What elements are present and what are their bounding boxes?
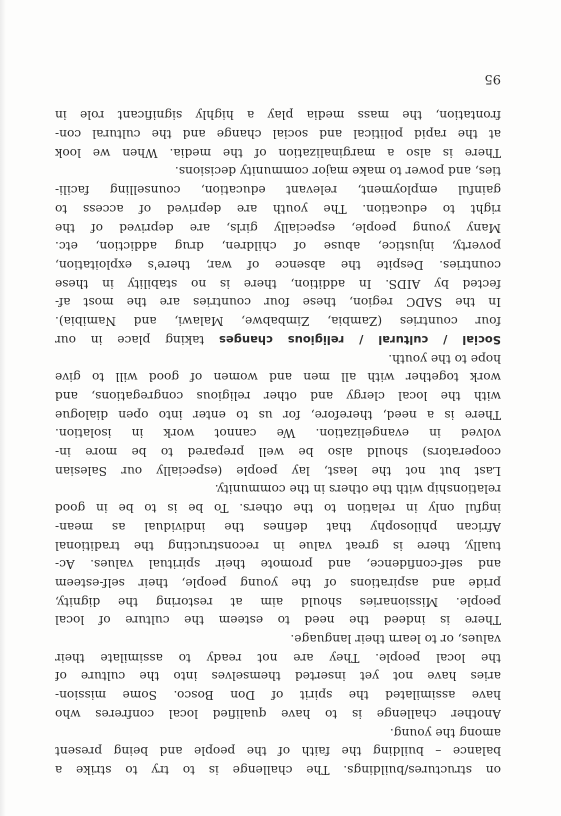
text-line: frontation, the mass media play a highly significant role in [55, 108, 501, 123]
text-line: countries. Despite the absence of war, there's exploitation, [55, 258, 501, 273]
section-heading-rest: taking place in our [55, 332, 220, 347]
text-line: ingful only in relation to the others. To be is to be in good [55, 501, 501, 516]
text-line: four countries (Zambia, Zimbabwe, Malawi, and Namibia). [55, 314, 501, 329]
text-line: aries have not yet inserted themselves into the culture of [55, 669, 501, 684]
text-line: among the young. [389, 725, 501, 740]
text-line: relationship with the others in the community. [214, 482, 501, 497]
text-line: people. Missionaries should aim at restoring the dignity, [55, 594, 501, 609]
body-text [55, 106, 501, 779]
text-line: There is a need, therefore, for us to enter into open dialogue [55, 407, 501, 422]
text-line: have assimilated the spirit of Don Bosco. Some mission- [55, 688, 501, 703]
text-line: and self-confidence, and promote their spiritual values. Ac- [55, 557, 501, 572]
section-heading: Social / cultural / religious changes [219, 332, 501, 347]
text-line: values, or to learn their language. [290, 632, 501, 647]
text-line: pride and aspirations of the young people, their self-esteem [55, 575, 501, 590]
text-line: fected by AIDS. In addition, there is no stability in these [55, 276, 501, 291]
text-line: Another challenge is to have qualified local confreres who [55, 706, 501, 721]
text-line: In the SADC region, these four countries are the most af- [55, 295, 501, 310]
section-heading-line [55, 330, 501, 349]
text-line: African philosophy that defines the individual as mean- [55, 519, 501, 534]
text-line: cooperators) should also be well prepared to be more in- [55, 445, 501, 460]
text-line: ties, and power to make major community decisions. [174, 164, 501, 179]
text-line: tually, there is great value in reconstructing the traditional [55, 538, 501, 553]
text-line: right to education. The youth are deprived of access to [55, 201, 501, 216]
text-line: hope to the youth. [388, 351, 501, 366]
text-line: gainful employment, relevant education, counselling facili- [55, 183, 501, 198]
text-line: work together with all men and women of good will to give [55, 370, 501, 385]
text-line: There is also a marginalization of the media. When we look [55, 145, 501, 160]
text-line: poverty, injustice, abuse of children, drug addiction, etc. [55, 239, 501, 254]
text-line: Many young people, especially girls, are deprived of the [55, 220, 501, 235]
text-line: balance – building the faith of the people and being present [55, 744, 501, 759]
text-line: volved in evangelization. We cannot work in isolation. [55, 426, 501, 441]
page-number: 95 [484, 71, 501, 86]
text-line: the local people. They are not ready to assimilate their [55, 650, 501, 665]
text-line: on structures/buildings. The challenge is to try to strike a [55, 763, 501, 777]
text-line: Last but not the least, lay people (especially our Salesian [55, 463, 501, 478]
text-line: There is indeed the need to esteem the culture of local [55, 613, 501, 628]
text-line: with the local clergy and other religious congregations, and [55, 388, 501, 403]
text-line: at the rapid political and social change and the cultural con- [55, 127, 501, 142]
